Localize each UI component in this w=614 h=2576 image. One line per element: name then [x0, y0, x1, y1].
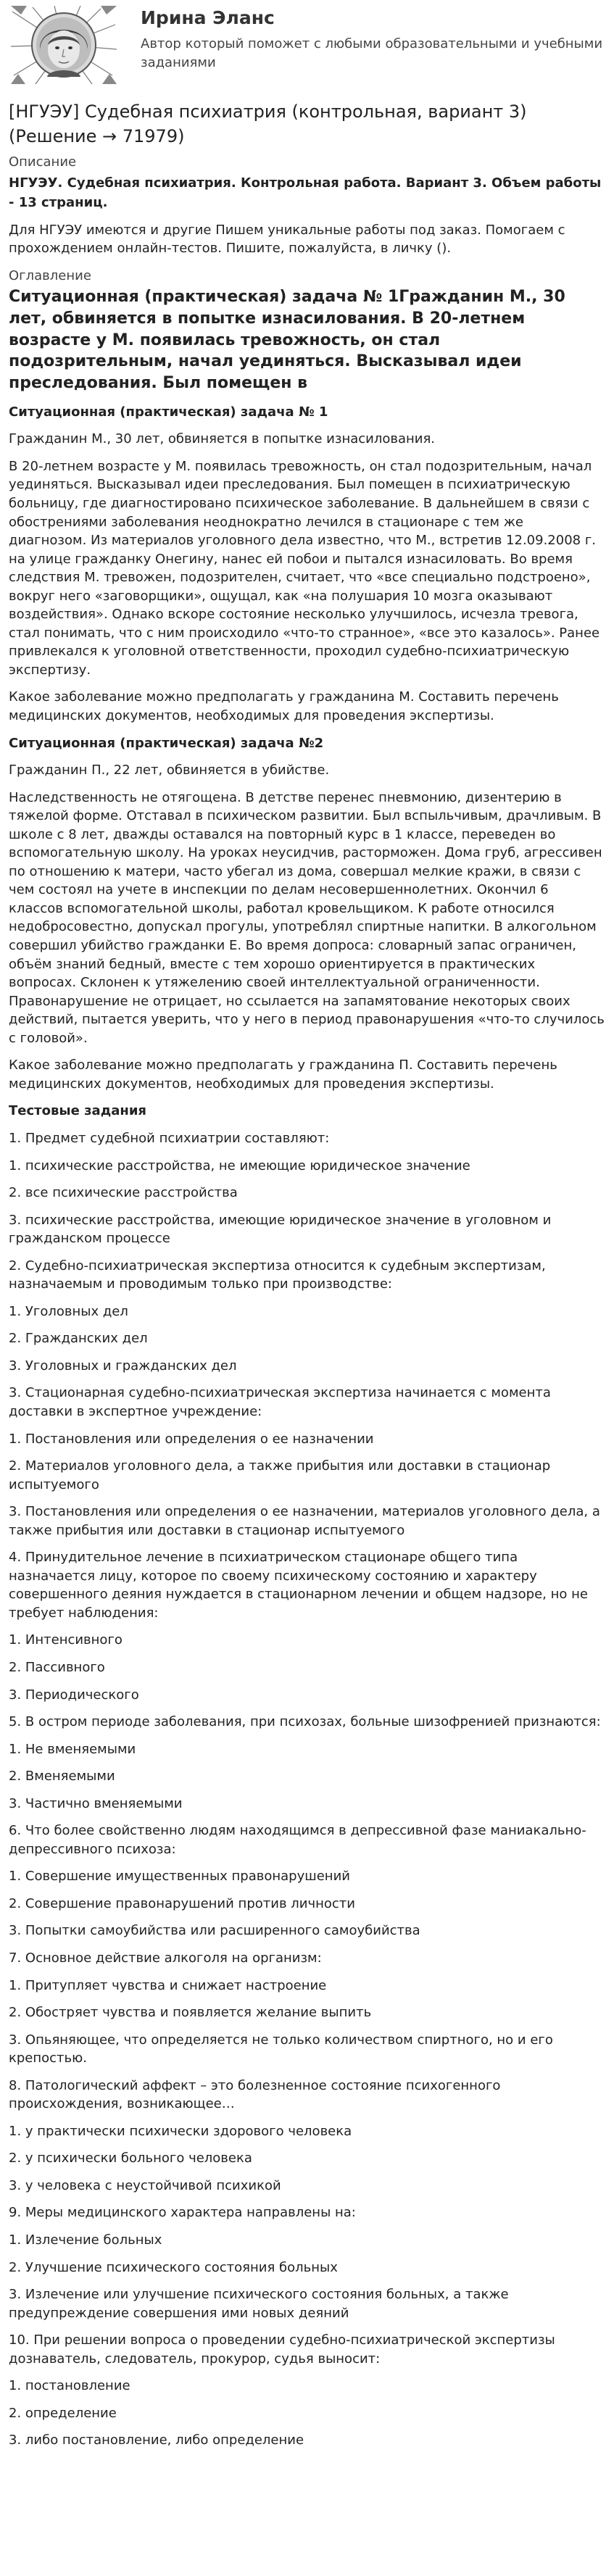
author-info: [141, 6, 605, 72]
content-paragraph: Какое заболевание можно предполагать у гражданина П. Составить перечень медицинских документов, необходимых для проведения экспертизы.: [9, 1058, 557, 1092]
content-paragraph: 1. Постановления или определения о ее назначении: [9, 1431, 374, 1447]
content-paragraph: 5. В остром периоде заболевания, при психозах, больные шизофренией признаются:: [9, 1714, 601, 1730]
work-content: [9, 403, 605, 2450]
content-paragraph: 2. Улучшение психического состояния больных: [9, 2259, 338, 2275]
content-paragraph: 1. Притупляет чувства и снижает настроение: [9, 1977, 327, 1993]
content-paragraph: 7. Основное действие алкоголя на организм:: [9, 1950, 322, 1966]
section-heading: Ситуационная (практическая) задача №2: [9, 735, 324, 751]
content-paragraph: 1. психические расстройства, не имеющие юридическое значение: [9, 1158, 470, 1173]
content-paragraph: 2. Пассивного: [9, 1659, 105, 1675]
content-paragraph: 6. Что более свойственно людям находящимся в депрессивной фазе маниакально-депрессивного психоза:: [9, 1823, 586, 1857]
avatar-image: [11, 6, 117, 84]
content-paragraph: 4. Принудительное лечение в психиатрическом стационаре общего типа назначается лицу, которое по своему психическому состоянию и характеру совершенного деяния нуждается в стационарном лечении и общем надзоре, но не требует наблюдения:: [9, 1550, 588, 1621]
content-paragraph: 1. Интенсивного: [9, 1632, 123, 1648]
section-heading: Ситуационная (практическая) задача № 1: [9, 404, 328, 420]
toc-label: Оглавление: [9, 267, 91, 283]
description-label: Описание: [9, 154, 77, 170]
content-paragraph: 3. Излечение или улучшение психического состояния больных, а также предупреждение совершения ими новых деяний: [9, 2287, 509, 2321]
content-paragraph: 1. Уголовных дел: [9, 1303, 128, 1319]
content-paragraph: 9. Меры медицинского характера направлены на:: [9, 2205, 356, 2221]
content-paragraph: 8. Патологический аффект – это болезненное состояние психогенного происхождения, возникающее…: [9, 2077, 501, 2112]
content-paragraph: 2. определение: [9, 2405, 117, 2421]
content-paragraph: 3. Постановления или определения о ее назначении, материалов уголовного дела, а также прибытия или доставки в стационар испытуемого: [9, 1504, 600, 1538]
toc-text: Ситуационная (практическая) задача № 1Гражданин М., 30 лет, обвиняется в попытке изнасилования. В 20-летнем возрасте у М. появилась тревожность, он стал подозрительным, начал уединяться. Высказывал идеи преследования. Был помещен в: [9, 288, 565, 393]
content-paragraph: 10. При решении вопроса о проведении судебно-психиатрической экспертизы дознаватель, следователь, прокурор, судья выносит:: [9, 2332, 555, 2367]
content-paragraph: 3. Стационарная судебно-психиатрическая экспертиза начинается с момента доставки в экспертное учреждение:: [9, 1385, 551, 1419]
content-paragraph: 1. Излечение больных: [9, 2232, 162, 2248]
content-paragraph: 2. Гражданских дел: [9, 1331, 148, 1347]
content-paragraph: Гражданин П., 22 лет, обвиняется в убийстве.: [9, 763, 330, 778]
content-paragraph: 1. Предмет судебной психиатрии составляют:: [9, 1130, 330, 1146]
work-title: [НГУЭУ] Судебная психиатрия (контрольная, вариант 3) (Решение → 71979): [9, 101, 527, 146]
content-paragraph: 3. Частично вменяемыми: [9, 1795, 183, 1811]
content-paragraph: 3. Уголовных и гражданских дел: [9, 1358, 237, 1374]
content-paragraph: 1. Совершение имущественных правонарушений: [9, 1869, 350, 1885]
content-paragraph: 1. Не вменяемыми: [9, 1741, 136, 1757]
content-paragraph: Наследственность не отягощена. В детстве перенес пневмонию, дизентерию в тяжелой форме. Отставал в психическом развитии. Был вспыльчивым, драчливым. В школе с 8 лет, дважды оставался на повторный курс в 1 классе, переведен во вспомогательную школу. На уроках неусидчив, расторможен. Дома груб, агрессивен по отношению к матери, часто убегал из дома, совершал мелкие кражи, в связи с чем состоял на учете в инспекции по делам несовершеннолетних. Окончил 6 классов вспомогательной школы, работал кровельщиком. К работе относился недобросовестно, допускал прогулы, употреблял спиртные напитки. В алкогольном совершил убийство гражданки Е. Во время допроса: словарный запас ограничен, объём знаний бедный, вместе с тем хорошо ориентируется в практических вопросах. Склонен к утяжелению своей интеллектуальной ограниченности. Правонарушение не отрицает, но ссылается на запамятование некоторых своих действий, пытается уверить, что у него в период правонарушения «что-то случилось с головой».: [9, 789, 605, 1046]
author-description: Автор который поможет с любыми образовательными и учебными заданиями: [141, 36, 603, 71]
content-paragraph: 3. у человека с неустойчивой психикой: [9, 2177, 281, 2193]
content-paragraph: 2. Судебно-психиатрическая экспертиза относится к судебным экспертизам, назначаемым и проводимым только при производстве:: [9, 1258, 546, 1292]
content-paragraph: 3. Периодического: [9, 1687, 139, 1703]
content-paragraph: 3. психические расстройства, имеющие юридическое значение в уголовном и гражданском процессе: [9, 1212, 552, 1247]
content-paragraph: Какое заболевание можно предполагать у гражданина М. Составить перечень медицинских документов, необходимых для проведения экспертизы.: [9, 689, 559, 724]
content-paragraph: 2. у психически больного человека: [9, 2151, 252, 2166]
content-paragraph: 3. Попытки самоубийства или расширенного самоубийства: [9, 1923, 420, 1939]
avatar[interactable]: [9, 6, 119, 84]
content-paragraph: 2. Совершение правонарушений против личности: [9, 1895, 355, 1911]
content-paragraph: В 20-летнем возрасте у М. появилась тревожность, он стал подозрительным, начал уединяться. Высказывал идеи преследования. Был помещен в психиатрическую больницу, где диагностировано психическое заболевание. В дальнейшем в связи с обострениями заболевания неоднократно лечился в стационаре с тем же диагнозом. Из материалов уголовного дела известно, что М., встретив 12.09.2008 г. на улице гражданку Онегину, нанес ей побои и пытался изнасиловать. Во время следствия М. тревожен, подозрителен, считает, что «все специально подстроено», вокруг него «заговорщики», ощущал, как «на полушария 10 мозга оказывают воздействия». Однако вскоре состояние несколько улучшилось, исчезла тревога, стал понимать, что с ним происходило «что-то странное», «все это казалось». Ранее привлекался к уголовной ответственности, проходил судебно-психиатрическую экспертизу.: [9, 458, 600, 678]
content-paragraph: 2. Обостряет чувства и появляется желание выпить: [9, 2005, 372, 2021]
description-text: Для НГУЭУ имеются и другие Пишем уникальные работы под заказ. Помогаем с прохождением онлайн-тестов. Пишите, пожалуйста, в личку ().: [9, 222, 565, 257]
description-summary: НГУЭУ. Судебная психиатрия. Контрольная работа. Вариант 3. Объем работы - 13 страниц.: [9, 175, 602, 210]
section-heading: Тестовые задания: [9, 1103, 146, 1119]
content-paragraph: 1. у практически психически здорового человека: [9, 2123, 352, 2139]
content-paragraph: 1. постановление: [9, 2378, 130, 2394]
content-paragraph: Гражданин М., 30 лет, обвиняется в попытке изнасилования.: [9, 431, 436, 447]
content-paragraph: 2. Материалов уголовного дела, а также прибытия или доставки в стационар испытуемого: [9, 1458, 551, 1492]
author-name[interactable]: Ирина Эланс: [141, 7, 275, 28]
author-block: [9, 0, 605, 93]
content-paragraph: 2. все психические расстройства: [9, 1185, 238, 1201]
content-paragraph: 3. Опьяняющее, что определяется не только количеством спиртного, но и его крепостью.: [9, 2032, 553, 2066]
content-paragraph: 2. Вменяемыми: [9, 1769, 115, 1784]
content-paragraph: 3. либо постановление, либо определение: [9, 2432, 304, 2448]
